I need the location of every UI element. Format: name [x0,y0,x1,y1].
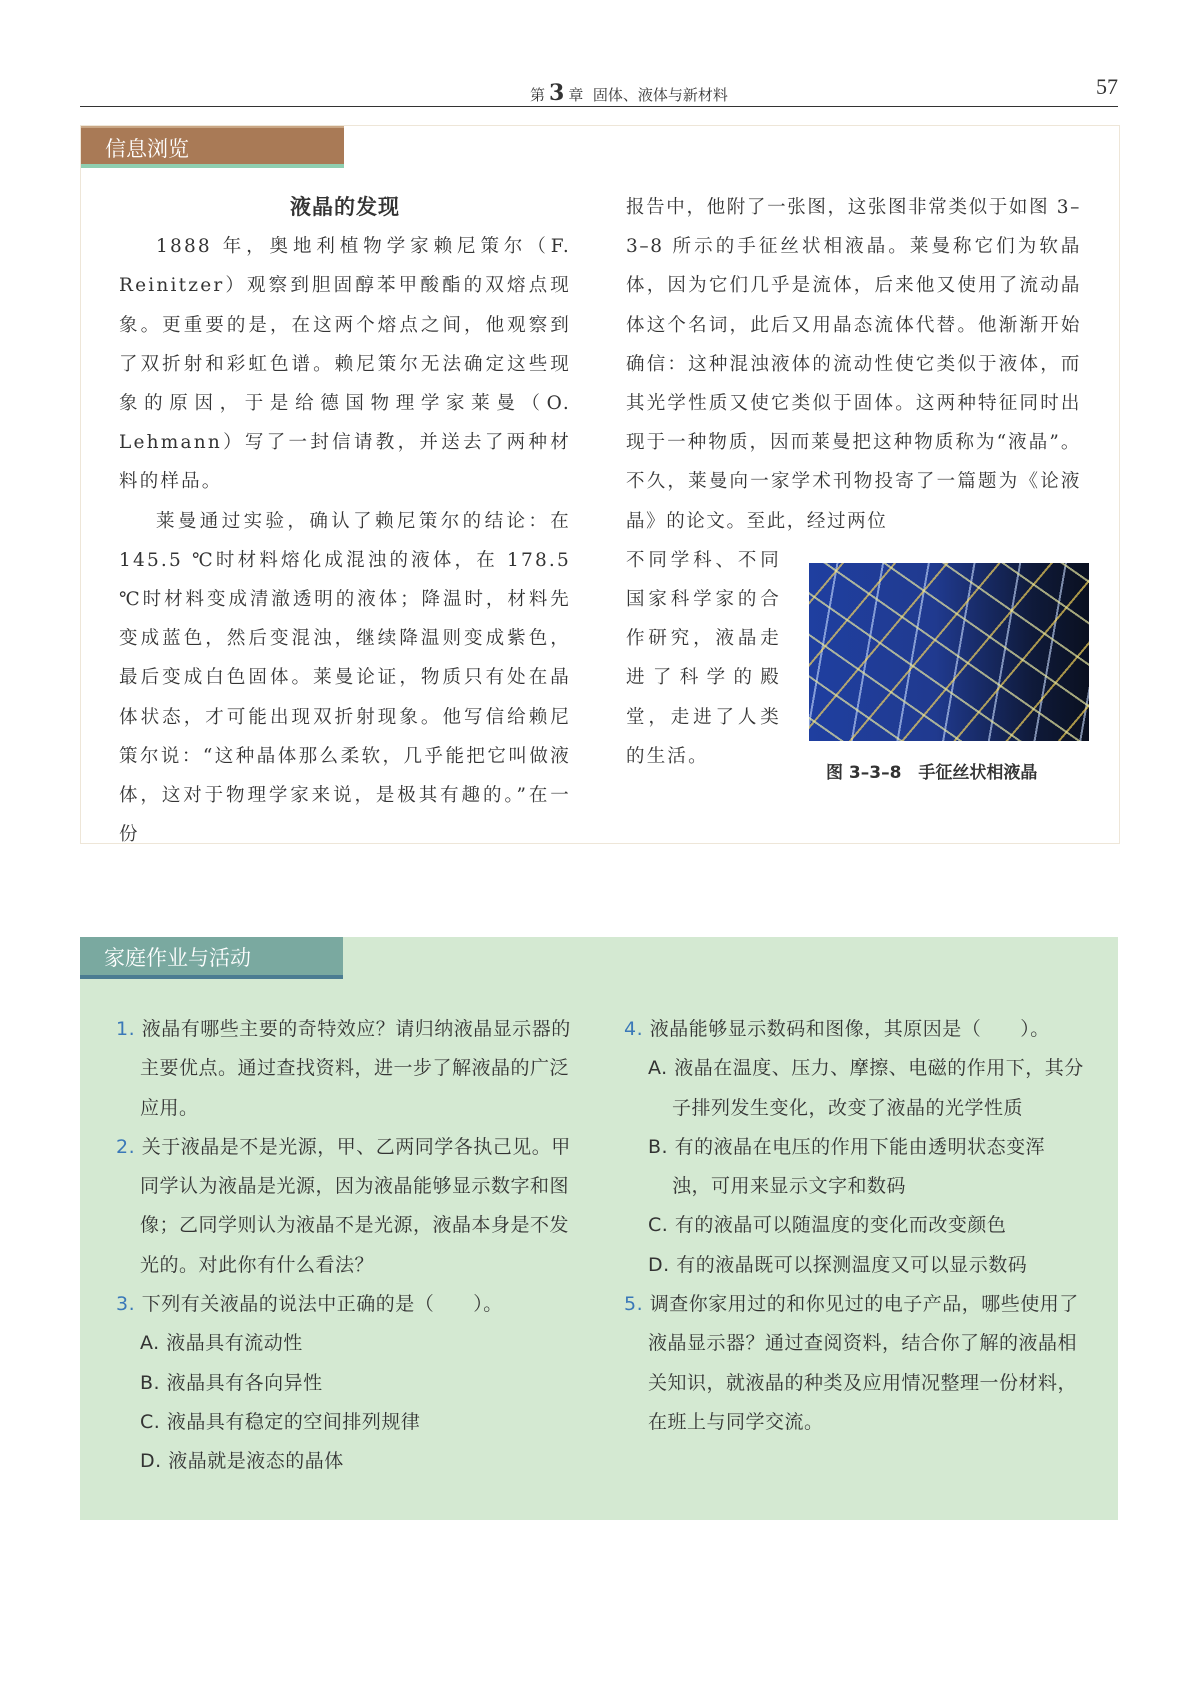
chapter-label [530,80,728,106]
chapter-title: 固体、液体与新材料 [592,86,728,104]
page-number: 57 [1096,74,1118,99]
question-number: 3. [116,1293,136,1316]
question-text: 下列有关液晶的说法中正确的是（ ）。 [141,1293,503,1316]
answer-option: D. 有的液晶既可以探测温度又可以显示数码 [648,1253,1028,1276]
chapter-prefix: 第 [530,86,546,104]
paragraph: 莱曼通过实验，确认了赖尼策尔的结论：在 145.5 ℃时材料熔化成混浊的液体，在 178.5 ℃时材料变成清澈透明的液体；降温时，材料先变成蓝色，然后变混浊，继续降温则变成紫色，最后变成白色固体。莱曼论证，物质只有处在晶体状态，才可能出现双折射现象。他写信给赖尼策尔说：“这种晶体那么柔软，几乎能把它叫做液体，这对于物理学家来说，是极其有趣的。”在一份 [119,510,571,846]
answer-option: C. 有的液晶可以随温度的变化而改变颜色 [648,1214,1007,1237]
question-text: 关于液晶是不是光源，甲、乙两同学各执己见。甲同学认为液晶是光源，因为液晶能够显示数字和图像；乙同学则认为液晶不是光源，液晶本身是不发光的。对此你有什么看法？ [140,1135,571,1276]
paragraph: 报告中，他附了一张图，这张图非常类似于如图 3–3–8 所示的手征丝状相液晶。莱曼称它们为软晶体，因为它们几乎是流体，后来他又使用了流动晶体这个名词，此后又用晶态流体代替。他渐渐开始确信：这种混浊液体的流动性使它类似于液体，而其光学性质又使它类似于固体。这两种特征同时出现于一种物质，因而莱曼把这种物质称为“液晶”。不久，莱曼向一家学术刊物投寄了一篇题为《论液晶》的论文。至此，经过两位 [626,197,1081,532]
answer-option: A. 液晶具有流动性 [140,1332,303,1355]
left-column [119,188,571,854]
question-number: 4. [624,1018,644,1040]
question-number: 5. [624,1293,644,1316]
paragraph: 1888 年，奥地利植物学家赖尼策尔（F. Reinitzer）观察到胆固醇苯甲酸酯的双熔点现象。更重要的是，在这两个熔点之间，他观察到了双折射和彩虹色谱。赖尼策尔无法确定这些现象的原因，于是给德国物理学家莱曼（O. Lehmann）写了一封信请教，并送去了两种材料的样品。 [119,236,571,493]
answer-option: B. 有的液晶在电压的作用下能由透明状态变浑浊，可用来显示文字和数码 [648,1135,1046,1198]
homework-box [80,937,1118,1520]
figure-caption: 图 3–3–8 手征丝状相液晶 [826,763,1038,783]
liquid-crystal-photo [809,563,1089,741]
info-tab: 信息浏览 [81,126,344,168]
article-title: 液晶的发现 [290,195,400,219]
homework-right-column [624,1010,1084,1442]
chapter-suffix: 章 [568,86,584,104]
answer-option: A. 液晶在温度、压力、摩擦、电磁的作用下，其分子排列发生变化，改变了液晶的光学性质 [648,1057,1084,1119]
question [624,1010,1084,1049]
info-browse-box [80,125,1120,844]
homework-tab: 家庭作业与活动 [80,937,343,979]
right-narrow-paragraph: 不同学科、不同国家科学家的合作研究，液晶走进了科学的殿堂，走进了人类的生活。 [626,549,781,767]
answer-option: C. 液晶具有稳定的空间排列规律 [140,1410,421,1433]
answer-option: B. 液晶具有各向异性 [140,1371,323,1394]
question-text: 液晶有哪些主要的奇特效应？请归纳液晶显示器的主要优点。通过查找资料，进一步了解液晶的广泛应用。 [140,1018,571,1119]
chapter-number: 3 [549,80,565,106]
answer-option: D. 液晶就是液态的晶体 [140,1450,344,1473]
question [116,1128,572,1285]
question-number: 1. [116,1018,136,1040]
question-text: 调查你家用过的和你见过的电子产品，哪些使用了液晶显示器？通过查阅资料，结合你了解的液晶相关知识，就液晶的种类及应用情况整理一份材料，在班上与同学交流。 [648,1293,1079,1433]
question [116,1285,572,1324]
question [624,1285,1084,1442]
homework-left-column [116,1010,572,1482]
question-text: 液晶能够显示数码和图像，其原因是（ ）。 [649,1018,1050,1040]
running-header [80,72,1118,107]
question [116,1010,572,1128]
question-number: 2. [116,1135,136,1158]
